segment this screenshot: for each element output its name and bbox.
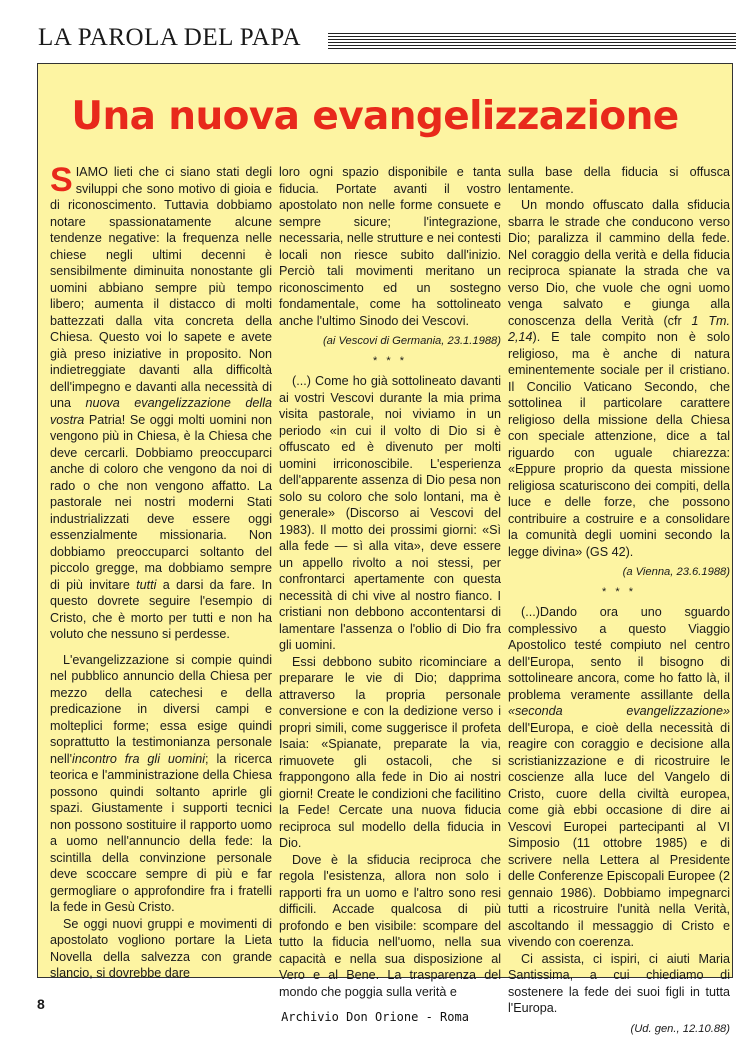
- paragraph: Un mondo offuscato dalla sfiducia sbarra le strade che conducono verso Dio; paralizza il cammino della fede. Nel coraggio della verità e della fiducia reciproca spianate la strada che va verso Dio, che vuole che ogni uomo venga salvato e giunga alla conoscenza della Verità (cfr 1 Tm. 2,14). E tale compito non è solo religioso, ma è anche di natura eminentemente sociale per il cristiano. Il Concilio Vaticano Secondo, che sottolinea il particolare carattere religioso della missione della Chiesa con speciale attenzione, dice a tal riguardo con uguale chiarezza: «Eppure proprio da questa missione religiosa scaturiscono dei compiti, della luce e delle forze, che possono contribuire a costruire e a consolidare la comunità degli uomini secondo la legge divina» (GS 42).: [508, 198, 731, 559]
- header-rule-lines: [328, 33, 736, 49]
- paragraph: L'evangelizzazione si compie quindi nel pubblico annuncio della Chiesa per mezzo della catechesi e della predicazione in diversi campi e molteplici forme; essa esige quindi soprattutto la testimonianza personale nell'incontro fra gli uomini; la ricerca teorica e l'amministrazione della Chiesa possono quindi soltanto aprirle gli spazi. Giustamente i supporti tecnici non possono sostituire il rapporto uomo a uomo nell'annuncio della fede: la scintilla della convinzione personale deve scoccare sempre di più e far germogliare o approfondire fra i fratelli la fede in Gesù Cristo.: [50, 652, 272, 914]
- paragraph: Se oggi nuovi gruppi e movimenti di apostolato vogliono portare la Lieta Novella della salvezza con grande slancio, si dovrebbe dare: [50, 916, 272, 980]
- paragraph: Ci assista, ci ispiri, ci aiuti Maria Santissima, a cui chiediamo di sostenere la fede dei suoi figli in tutta l'Europa.: [508, 951, 730, 1015]
- source-citation: (ai Vescovi di Germania, 23.1.1988): [322, 335, 501, 347]
- section-separator: * * *: [373, 355, 407, 367]
- source-citation: (a Vienna, 23.6.1988): [622, 566, 730, 578]
- article-column-2: [279, 164, 501, 1000]
- section-separator: * * *: [602, 586, 636, 598]
- page-number: 8: [37, 996, 45, 1012]
- paragraph: Essi debbono subito ricominciare a preparare le vie di Dio; dapprima attraverso la propria personale conversione e con la dedizione verso i propri simili, come suggerisce il profeta Isaia: «Spianate, preparate la via, rimuovete gli ostacoli, che si frappongono alla fede in Dio ai nostri giorni! Create le condizioni che facilitino la Fede! Cercate una nuova fiducia reciproca sul modello della fiducia in Dio.: [279, 654, 501, 850]
- article-column-3: [508, 164, 730, 1038]
- article-headline: Una nuova evangelizzazione: [71, 94, 679, 139]
- drop-cap: S: [50, 161, 73, 199]
- paragraph: SIAMO lieti che ci siano stati degli sviluppi che sono motivo di gioia e di riconoscimento. Tuttavia dobbiamo notare spassionatamente alcune tendenze negative: la frequenza nelle chiese negli ultimi decenni è sensibilmente diminuita nonostante gli uomini abbiano sempre più tempo libero; aumenta il distacco di molti battezzati dalla vita concreta della Chiesa. Questo voi lo sapete e avete già preso iniziative in proposito. Non indietreggiate davanti alla difficoltà dell'impegno e davanti alla necessità di una nuova evangelizzazione della vostra Patria! Se oggi molti uomini non vengono più in Chiesa, è la Chiesa che deve cercarli. Dobbiamo preoccuparci anche di coloro che vengono da noi di rado o che non vengono affatto. La pastorale nei nostri moderni Stati industrializzati deve essere oggi essenzialmente missionaria. Non dobbiamo preoccuparci soltanto del piccolo gregge, ma dobbiamo sempre di più invitare tutti a darsi da fare. In questo dovrete seguire l'esempio di Cristo, che è morto per tutti e non ha voluto che nessuno si perdesse.: [50, 161, 273, 641]
- section-title: LA PAROLA DEL PAPA: [38, 24, 302, 51]
- paragraph: (...) Come ho già sottolineato davanti ai vostri Vescovi durante la mia prima visita pastorale, noi viviamo in un periodo «in cui il volto di Dio si è offuscato ed è divenuto per molti uomini irriconoscibile. L'esperienza dell'apparente assenza di Dio pesa non solo su coloro che solo lontani, ma è generale» (Discorso ai Vescovi del 1983). Il motto dei prossimi giorni: «Sì alla fede — sì alla vita», deve essere un appello rivolto a noi stessi, per confrontarci apertamente con questa necessità di chi vive al nostro fianco. I cristiani non debbono accontentarsi di lamentare l'assenza o l'oblio di Dio fra gli uomini.: [279, 374, 501, 652]
- paragraph: (...)Dando ora uno sguardo complessivo a questo Viaggio Apostolico testé compiuto nel centro dell'Europa, sento il bisogno di sottolineare ancora, come ho fatto là, il problema veramente assillante della «seconda evangelizzazione» dell'Europa, e cioè della necessità di reagire con coraggio e decisione alla scristianizzazione e di ricostruire le coscienze alla luce del Vangelo di Cristo, cuore della civiltà europea, come già ebbi occasione di dire ai Vescovi Europei partecipanti al VI Simposio (11 ottobre 1985) e di scrivere nella Lettera al Presidente delle Conferenze Episcopali Europee (2 gennaio 1986). Dobbiamo impegnarci tutti a ricostruire l'unità nella Verità, ascoltando il messaggio di Cristo e vivendo con coerenza.: [508, 605, 730, 949]
- paragraph: loro ogni spazio disponibile e tanta fiducia. Portate avanti il vostro apostolato non nelle forme consuete e sempre sicure; l'integrazione, necessaria, nelle strutture e nei contesti locali non riesce subito dall'inizio. Perciò tali movimenti meritano un riconoscimento ed un sostegno fondamentale, come ha sottolineato anche l'ultimo Sinodo dei Vescovi.: [279, 165, 501, 328]
- page-header: [38, 22, 738, 58]
- archive-credit: Archivio Don Orione - Roma: [281, 1010, 469, 1024]
- article-column-1: [50, 161, 273, 982]
- paragraph: Dove è la sfiducia reciproca che regola l'esistenza, allora non solo i rapporti fra un uomo e l'altro sono resi difficili. Accade qualcosa di più profondo e ben visibile: scompare del tutto la fiducia nell'uomo, nella sua capacità e nella sua disposizione al Vero e al Bene. La trasparenza del mondo che poggia sulla verità e: [279, 852, 501, 999]
- paragraph: sulla base della fiducia si offusca lentamente.: [508, 165, 730, 196]
- source-citation: (Ud. gen., 12.10.88): [630, 1022, 730, 1035]
